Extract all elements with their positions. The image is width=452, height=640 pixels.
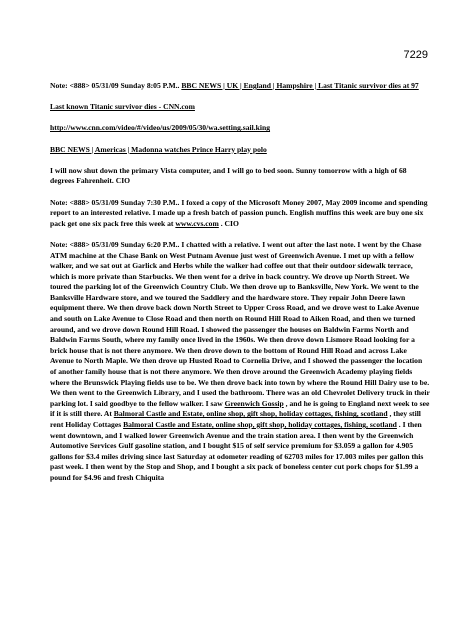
page-number: 7229 (403, 49, 428, 61)
note-paragraph-titanic (50, 81, 430, 92)
cnn-titanic-link[interactable]: Last known Titanic survivor dies - CNN.com (50, 102, 195, 112)
money-note-suffix: . CIO (218, 218, 239, 228)
greenwich-gossip-link[interactable]: Greenwich Gossip (224, 398, 284, 408)
cvs-link[interactable]: www.cvs.com (175, 218, 219, 228)
cnn-video-link[interactable]: http://www.cnn.com/video/#/video/us/2009/05/30/wa.setting.sail.king (50, 123, 271, 133)
note-header-text: Note: <888> 05/31/09 Sunday 8:05 P.M.. (50, 81, 182, 90)
document-body (50, 81, 430, 494)
drive-note-text-3: , they still rent Holiday Cottages (50, 409, 421, 429)
drive-note-text: Note: <888> 05/31/09 Sunday 6:20 P.M.. I chatted with a relative. I went out after the last note. I went by the Chase ATM machine at the Chase Bank on West Putnam Avenue just west of Greenwich Avenue. I met up with a fellow walker, and we sat out at Garlick and Herbs while the walker had coffee out that their outdoor sidewalk terrace, which is more private than Starbucks. We then went for a drive in back country. We drove up North Street. We toured the parking lot of the Greenwich Country Club. We then drove up to Banksville, New York. We went to the Banksville Hardware store, and we toured the Saddlery and the hardware store. They repair John Deere lawn equipment there. We then drove back down North Street to Upper Cross Road, and we drove west to Lake Avenue and south on Lake Avenue to Close Road and then north on Round Hill Road to Aiken Road, and then we turned around, and we drove down Round Hill Road. I showed the passenger the houses on Baldwin Farms North and Baldwin Farms South, where my family once lived in the 1960s. We then drove down Lismore Road looking for a brick house that is not there anymore. We then drove down to the bottom of Round Hill Road and across Lake Avenue to North Maple. We then drove up Husted Road to Cornelia Drive, and I showed the passenger the location of another family house that is not there anymore. We then drove around the Greenwich Academy playing fields where the Brunswick Playing fields use to be. We then drove back into town by where the Round Hill Dairy use to be. We then went to the Greenwich Library, and I used the bathroom. There was an old Chevrolet Delivery truck in their parking lot. I said goodbye to the fellow walker. I saw (50, 239, 430, 408)
shutdown-paragraph: I will now shut down the primary Vista computer, and I will go to bed soon. Sunny tomorrow with a high of 68 degrees Fahrenheit. CIO (50, 165, 407, 186)
drive-note-text-4: . I then went downtown, and I walked lower Greenwich Avenue and the train station area. I then went by the Greenwich Automotive Services Gulf gasoline station, and I bought $15 of self service premium for $3.059 a gallon for 4.905 gallons for $3.4 miles driving since last Saturday at odometer reading of 62703 miles for 17.003 miles per gallon this past week. I then went by the Stop and Shop, and I bought a six pack of boneless center cut pork chops for $1.99 a pound for $4.96 and fresh Chiquita (50, 420, 424, 482)
note-paragraph-money (50, 198, 430, 230)
money-note-text: Note: <888> 05/31/09 Sunday 7:30 P.M.. I foxed a copy of the Microsoft Money 2007, May 2009 income and spending report to an interested relative. I made up a fresh batch of passion punch. English muffins this week are buy one six pack get one six pack free this week at (50, 197, 428, 228)
balmoral-link-2[interactable]: Balmoral Castle and Estate, online shop, gift shop, holiday cottages, fishing, scotland (123, 420, 397, 429)
link-paragraph-cnn (50, 102, 430, 113)
drive-note-text-2: , and he is going to England next week to see if it is still there. At (50, 398, 430, 419)
bbc-titanic-link[interactable]: BBC NEWS | UK | England | Hampshire | Last Titanic survivor dies at 97 (181, 81, 419, 90)
link-paragraph-bbc-madonna (50, 145, 430, 156)
note-paragraph-drive (50, 240, 430, 484)
bbc-madonna-link[interactable]: BBC NEWS | Americas | Madonna watches Prince Harry play polo (50, 144, 267, 154)
balmoral-link-1[interactable]: Balmoral Castle and Estate, online shop, gift shop, holiday cottages, fishing, scotland (113, 409, 388, 419)
link-paragraph-cnn-video (50, 123, 430, 134)
